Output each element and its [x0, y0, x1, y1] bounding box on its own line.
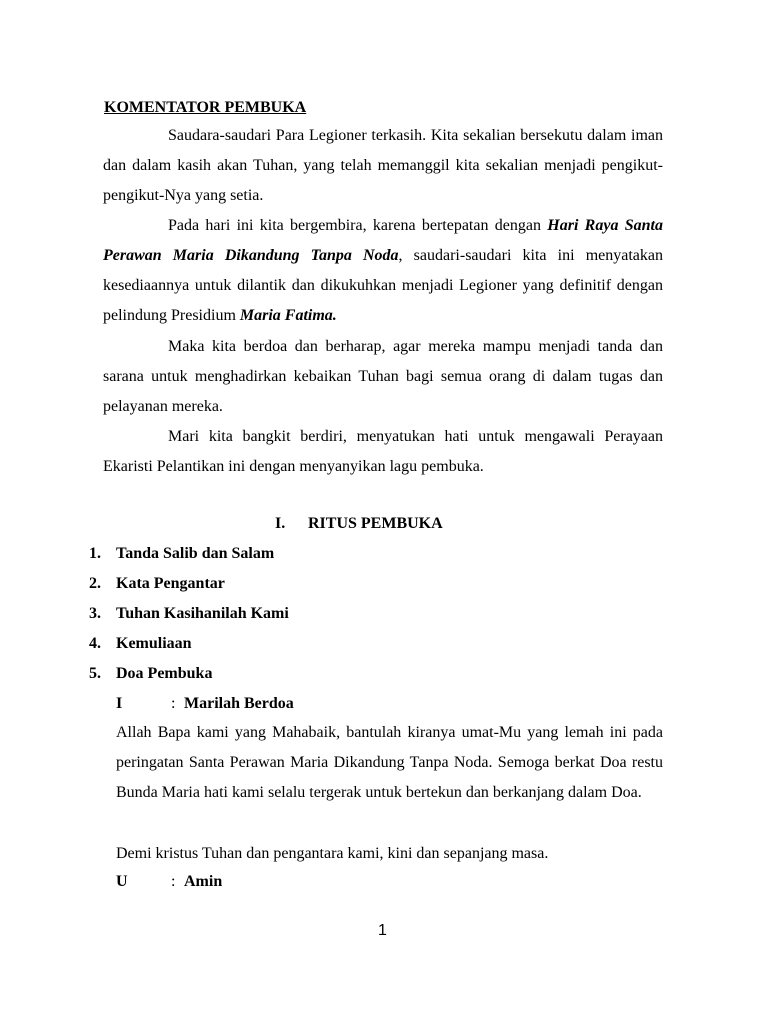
paragraph-occasion-text-1: Pada hari ini kita bergembira, karena bertepatan dengan	[168, 217, 548, 234]
presidium-name: Maria Fatima.	[239, 307, 337, 324]
paragraph-occasion	[103, 211, 663, 331]
list-item-number: 5.	[89, 665, 101, 682]
list-item	[89, 602, 289, 626]
speaker-label: I	[116, 695, 123, 712]
speaker-label: U	[116, 873, 128, 890]
priest-text: Marilah Berdoa	[184, 695, 294, 712]
people-line	[116, 870, 222, 894]
feast-name: Hari Raya Santa Perawan Maria Dikandung Tanpa Noda	[103, 217, 663, 264]
list-item-number: 4.	[89, 635, 101, 652]
speaker-colon: :	[171, 873, 176, 890]
list-item-number: 1.	[89, 545, 101, 562]
page-number: 1	[378, 922, 387, 939]
list-item	[89, 662, 212, 686]
opening-prayer: Allah Bapa kami yang Mahabaik, bantulah kiranya umat-Mu yang lemah ini pada peringatan Santa Perawan Maria Dikandung Tanpa Noda. Semoga berkat Doa restu Bunda Maria hati kami selalu tergerak untuk bertekun dan berkanjang dalam Doa.	[116, 724, 663, 801]
paragraph-greeting: Saudara-saudari Para Legioner terkasih. Kita sekalian bersekutu dalam iman dan dalam kasih akan Tuhan, yang telah memanggil kita sekalian menjadi pengikut-pengikut-Nya yang setia.	[103, 127, 663, 204]
list-item-label: Kata Pengantar	[116, 575, 225, 592]
section-heading: KOMENTATOR PEMBUKA	[104, 99, 307, 116]
priest-line	[116, 692, 294, 716]
section-number: I.	[275, 515, 286, 532]
list-item-number: 2.	[89, 575, 101, 592]
speaker-colon: :	[171, 695, 176, 712]
list-item-label: Doa Pembuka	[116, 665, 213, 682]
list-item-label: Tanda Salib dan Salam	[116, 545, 275, 562]
section-title-text: RITUS PEMBUKA	[308, 515, 443, 532]
list-item	[89, 542, 274, 566]
list-item-number: 3.	[89, 605, 101, 622]
list-item-label: Tuhan Kasihanilah Kami	[116, 605, 289, 622]
paragraph-invitation: Mari kita bangkit berdiri, menyatukan hati untuk mengawali Perayaan Ekaristi Pelantikan ini dengan menyanyikan lagu pembuka.	[103, 428, 663, 475]
paragraph-prayer-intent: Maka kita berdoa dan berharap, agar mereka mampu menjadi tanda dan sarana untuk menghadirkan kebaikan Tuhan bagi semua orang di dalam tugas dan pelayanan mereka.	[103, 338, 663, 415]
prayer-closing: Demi kristus Tuhan dan pengantara kami, kini dan sepanjang masa.	[116, 845, 549, 862]
list-item	[89, 572, 225, 596]
section-title	[275, 512, 443, 536]
people-text: Amin	[184, 873, 223, 890]
paragraph-occasion-text-2: , saudari-saudari kita ini menyatakan kesediaannya untuk dilantik dan dikukuhkan menjadi Legioner yang definitif dengan pelindung Presidium	[103, 247, 663, 324]
list-item	[89, 632, 192, 656]
list-item-label: Kemuliaan	[116, 635, 192, 652]
